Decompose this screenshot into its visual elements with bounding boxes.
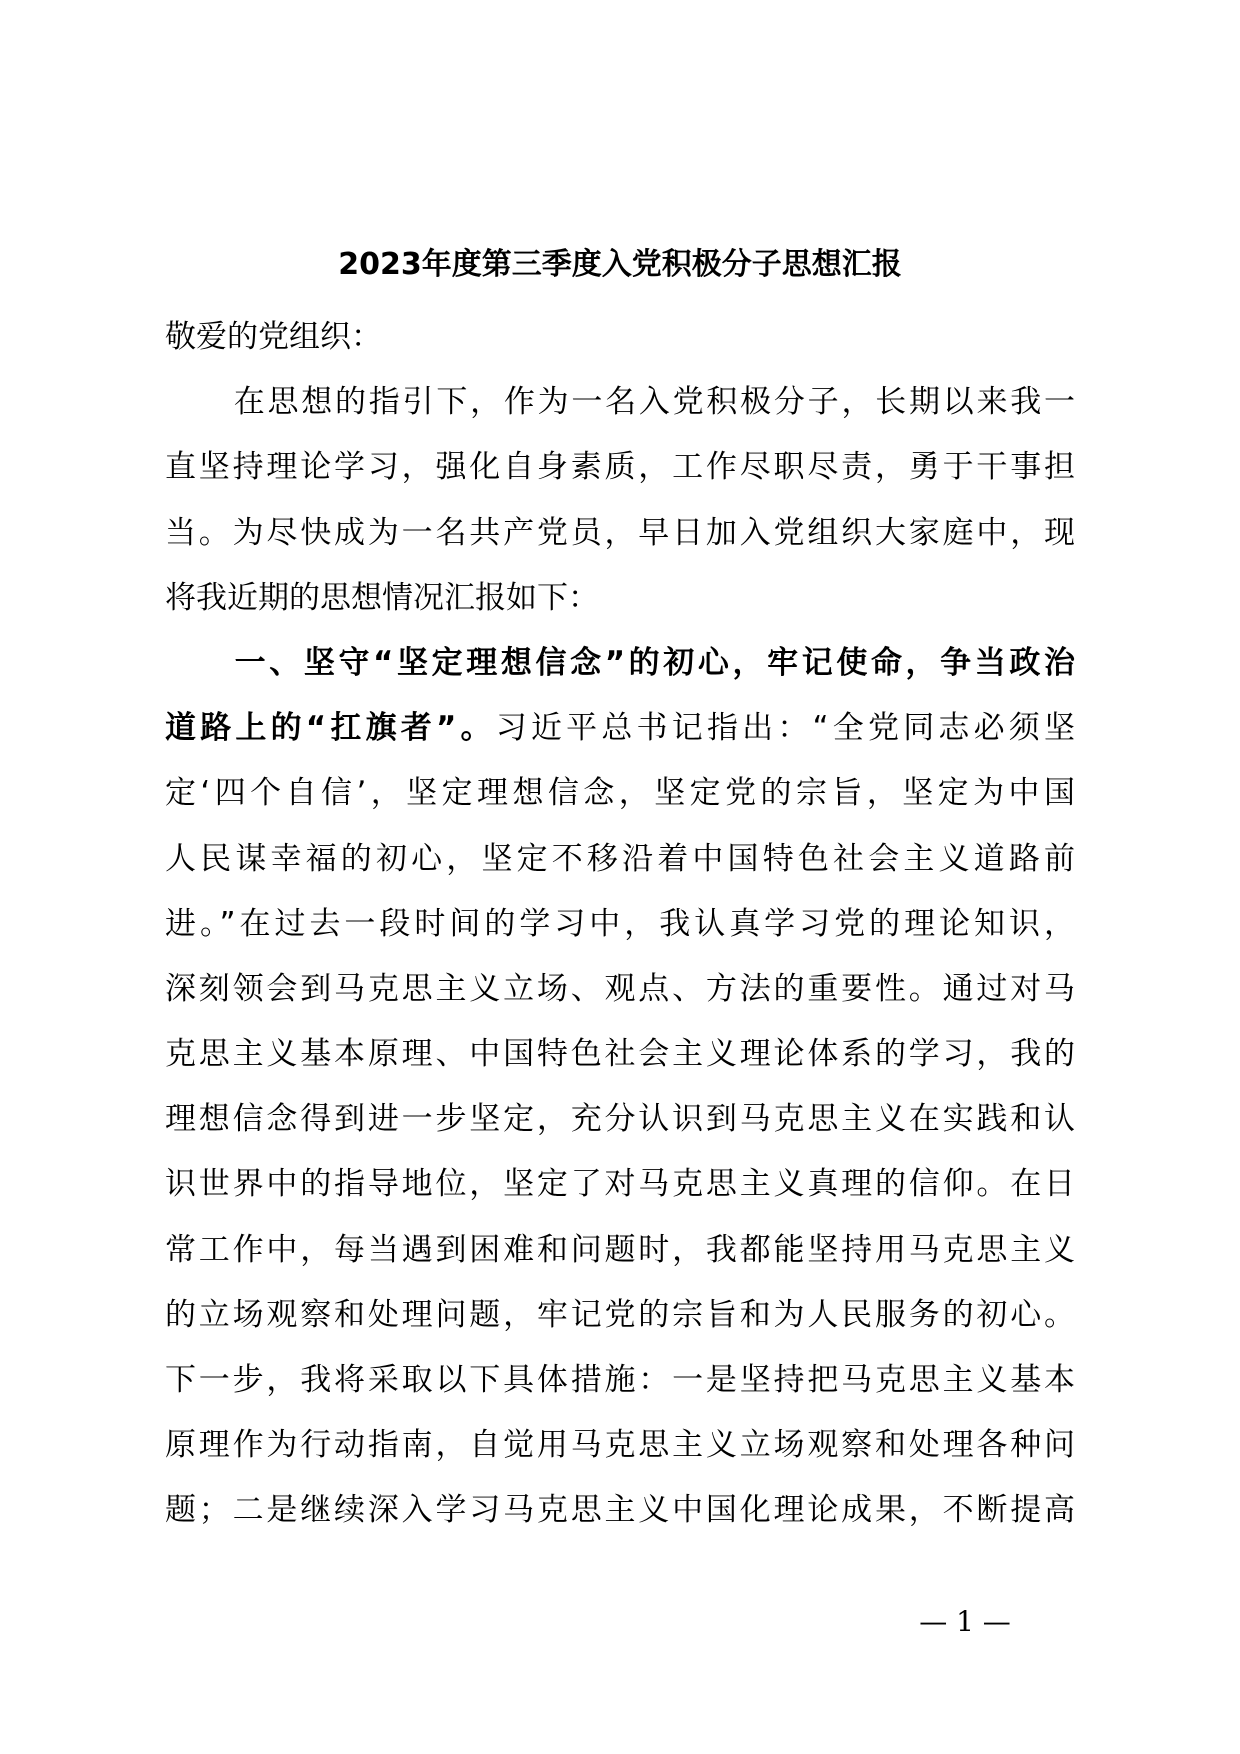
section-heading-end: 道路上的“扛旗者”。 bbox=[165, 710, 496, 747]
paragraph-line: 直坚持理论学习，强化自身素质，工作尽职尽责，勇于干事担 bbox=[165, 449, 1075, 486]
section-heading: 一、坚守“坚定理想信念”的初心，牢记使命，争当政治 bbox=[231, 644, 1075, 681]
paragraph-line: 当。为尽快成为一名共产党员，早日加入党组织大家庭中，现 bbox=[165, 514, 1075, 551]
paragraph-line: 识世界中的指导地位，坚定了对马克思主义真理的信仰。在日 bbox=[165, 1166, 1075, 1203]
paragraph-line: 下一步，我将采取以下具体措施：一是坚持把马克思主义基本 bbox=[165, 1362, 1075, 1398]
paragraph-line: 定‘四个自信’，坚定理想信念，坚定党的宗旨，坚定为中国 bbox=[165, 775, 1075, 812]
paragraph-line: 常工作中，每当遇到困难和问题时，我都能坚持用马克思主义 bbox=[165, 1231, 1075, 1268]
paragraph-line: 深刻领会到马克思主义立场、观点、方法的重要性。通过对马 bbox=[165, 970, 1075, 1007]
paragraph-line: 进。”在过去一段时间的学习中，我认真学习党的理论知识， bbox=[165, 905, 1075, 942]
document-body bbox=[165, 305, 1075, 1544]
paragraph-line: 原理作为行动指南，自觉用马克思主义立场观察和处理各种问 bbox=[165, 1427, 1075, 1464]
salutation: 敬爱的党组织： bbox=[165, 319, 382, 355]
page-number: — 1 — bbox=[919, 1605, 1011, 1638]
paragraph-line: 克思主义基本原理、中国特色社会主义理论体系的学习，我的 bbox=[165, 1036, 1075, 1073]
paragraph-line: 的立场观察和处理问题，牢记党的宗旨和为人民服务的初心。 bbox=[165, 1296, 1075, 1333]
section-body-start: 习近平总书记指出：“全党同志必须坚 bbox=[495, 710, 1075, 747]
paragraph-line: 人民谋幸福的初心，坚定不移沿着中国特色社会主义道路前 bbox=[165, 840, 1075, 877]
document-title: 2023年度第三季度入党积极分子思想汇报 bbox=[338, 247, 902, 282]
paragraph-line: 在思想的指引下，作为一名入党积极分子，长期以来我一 bbox=[231, 384, 1075, 421]
paragraph-line: 题；二是继续深入学习马克思主义中国化理论成果，不断提高 bbox=[165, 1492, 1075, 1529]
paragraph-line: 理想信念得到进一步坚定，充分认识到马克思主义在实践和认 bbox=[165, 1101, 1075, 1138]
section-heading-continuation bbox=[165, 696, 1075, 761]
paragraph-line: 将我近期的思想情况汇报如下： bbox=[165, 579, 599, 616]
